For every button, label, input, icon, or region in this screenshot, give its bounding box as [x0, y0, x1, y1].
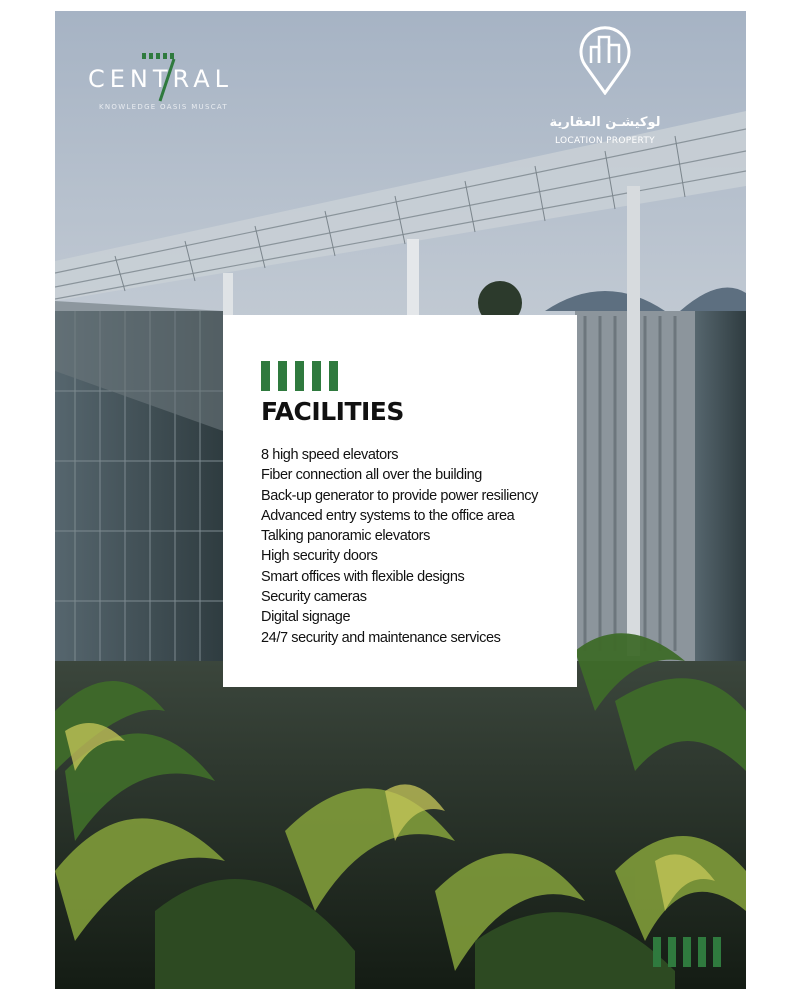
list-item: High security doors: [261, 548, 378, 565]
list-item: 8 high speed elevators: [261, 447, 399, 463]
central-logo: [85, 51, 255, 131]
brand-name: CENTRAL: [88, 65, 234, 93]
agency-name-english: LOCATION PROPERTY: [555, 136, 655, 146]
list-item: Security cameras: [261, 589, 367, 606]
agency-name-arabic: لوكيشـن العقارية: [549, 115, 661, 130]
list-item: Advanced entry systems to the office area: [261, 507, 515, 524]
list-item: Digital signage: [261, 609, 351, 626]
facilities-panel: [223, 315, 577, 687]
green-bars-footer-icon: [653, 937, 723, 967]
brand-subtitle: KNOWLEDGE OASIS MUSCAT: [99, 103, 229, 111]
list-item: Talking panoramic elevators: [261, 528, 430, 545]
list-item: Smart offices with flexible designs: [261, 568, 465, 585]
list-item: Fiber connection all over the building: [261, 467, 482, 484]
building-pin-icon: [575, 23, 635, 95]
brochure-poster: [55, 11, 746, 989]
list-item: Back-up generator to provide power resiliency: [261, 487, 538, 504]
facilities-list: [261, 445, 538, 648]
facilities-title: FACILITIES: [261, 397, 404, 426]
location-property-logo: [535, 23, 675, 153]
list-item: 24/7 security and maintenance services: [261, 629, 501, 646]
green-bars-icon: [261, 361, 341, 391]
